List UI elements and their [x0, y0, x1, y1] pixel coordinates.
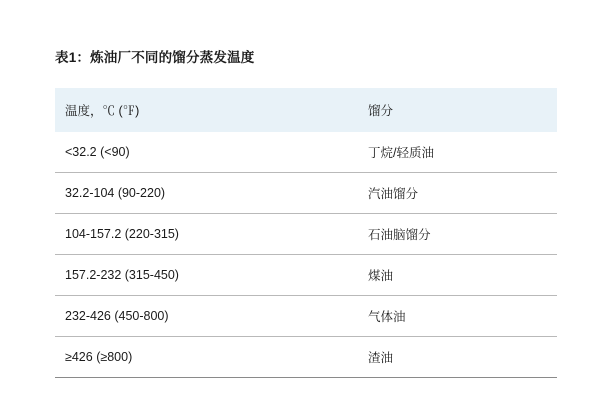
table-row	[55, 132, 557, 173]
table-row	[55, 173, 557, 214]
table-row	[55, 214, 557, 255]
table-body	[55, 132, 557, 378]
table-row	[55, 337, 557, 378]
column-header-fraction: 馏分	[360, 88, 557, 132]
cell-fraction: 丁烷/轻质油	[360, 132, 557, 173]
table-header-row	[55, 88, 557, 132]
table-caption: 表1：炼油厂不同的馏分蒸发温度	[55, 50, 255, 65]
cell-temperature: ≥426 (≥800)	[55, 337, 360, 378]
table-header	[55, 88, 557, 132]
cell-temperature: <32.2 (<90)	[55, 132, 360, 173]
cell-temperature: 232-426 (450-800)	[55, 296, 360, 337]
cell-temperature: 157.2-232 (315-450)	[55, 255, 360, 296]
cell-fraction: 汽油馏分	[360, 173, 557, 214]
cell-fraction: 煤油	[360, 255, 557, 296]
cell-temperature: 104-157.2 (220-315)	[55, 214, 360, 255]
cell-temperature: 32.2-104 (90-220)	[55, 173, 360, 214]
cell-fraction: 石油脑馏分	[360, 214, 557, 255]
cell-fraction: 气体油	[360, 296, 557, 337]
table-row	[55, 296, 557, 337]
table-row	[55, 255, 557, 296]
cell-fraction: 渣油	[360, 337, 557, 378]
distillation-temperature-table	[55, 88, 557, 378]
column-header-temperature: 温度，℃ (℉)	[55, 88, 360, 132]
